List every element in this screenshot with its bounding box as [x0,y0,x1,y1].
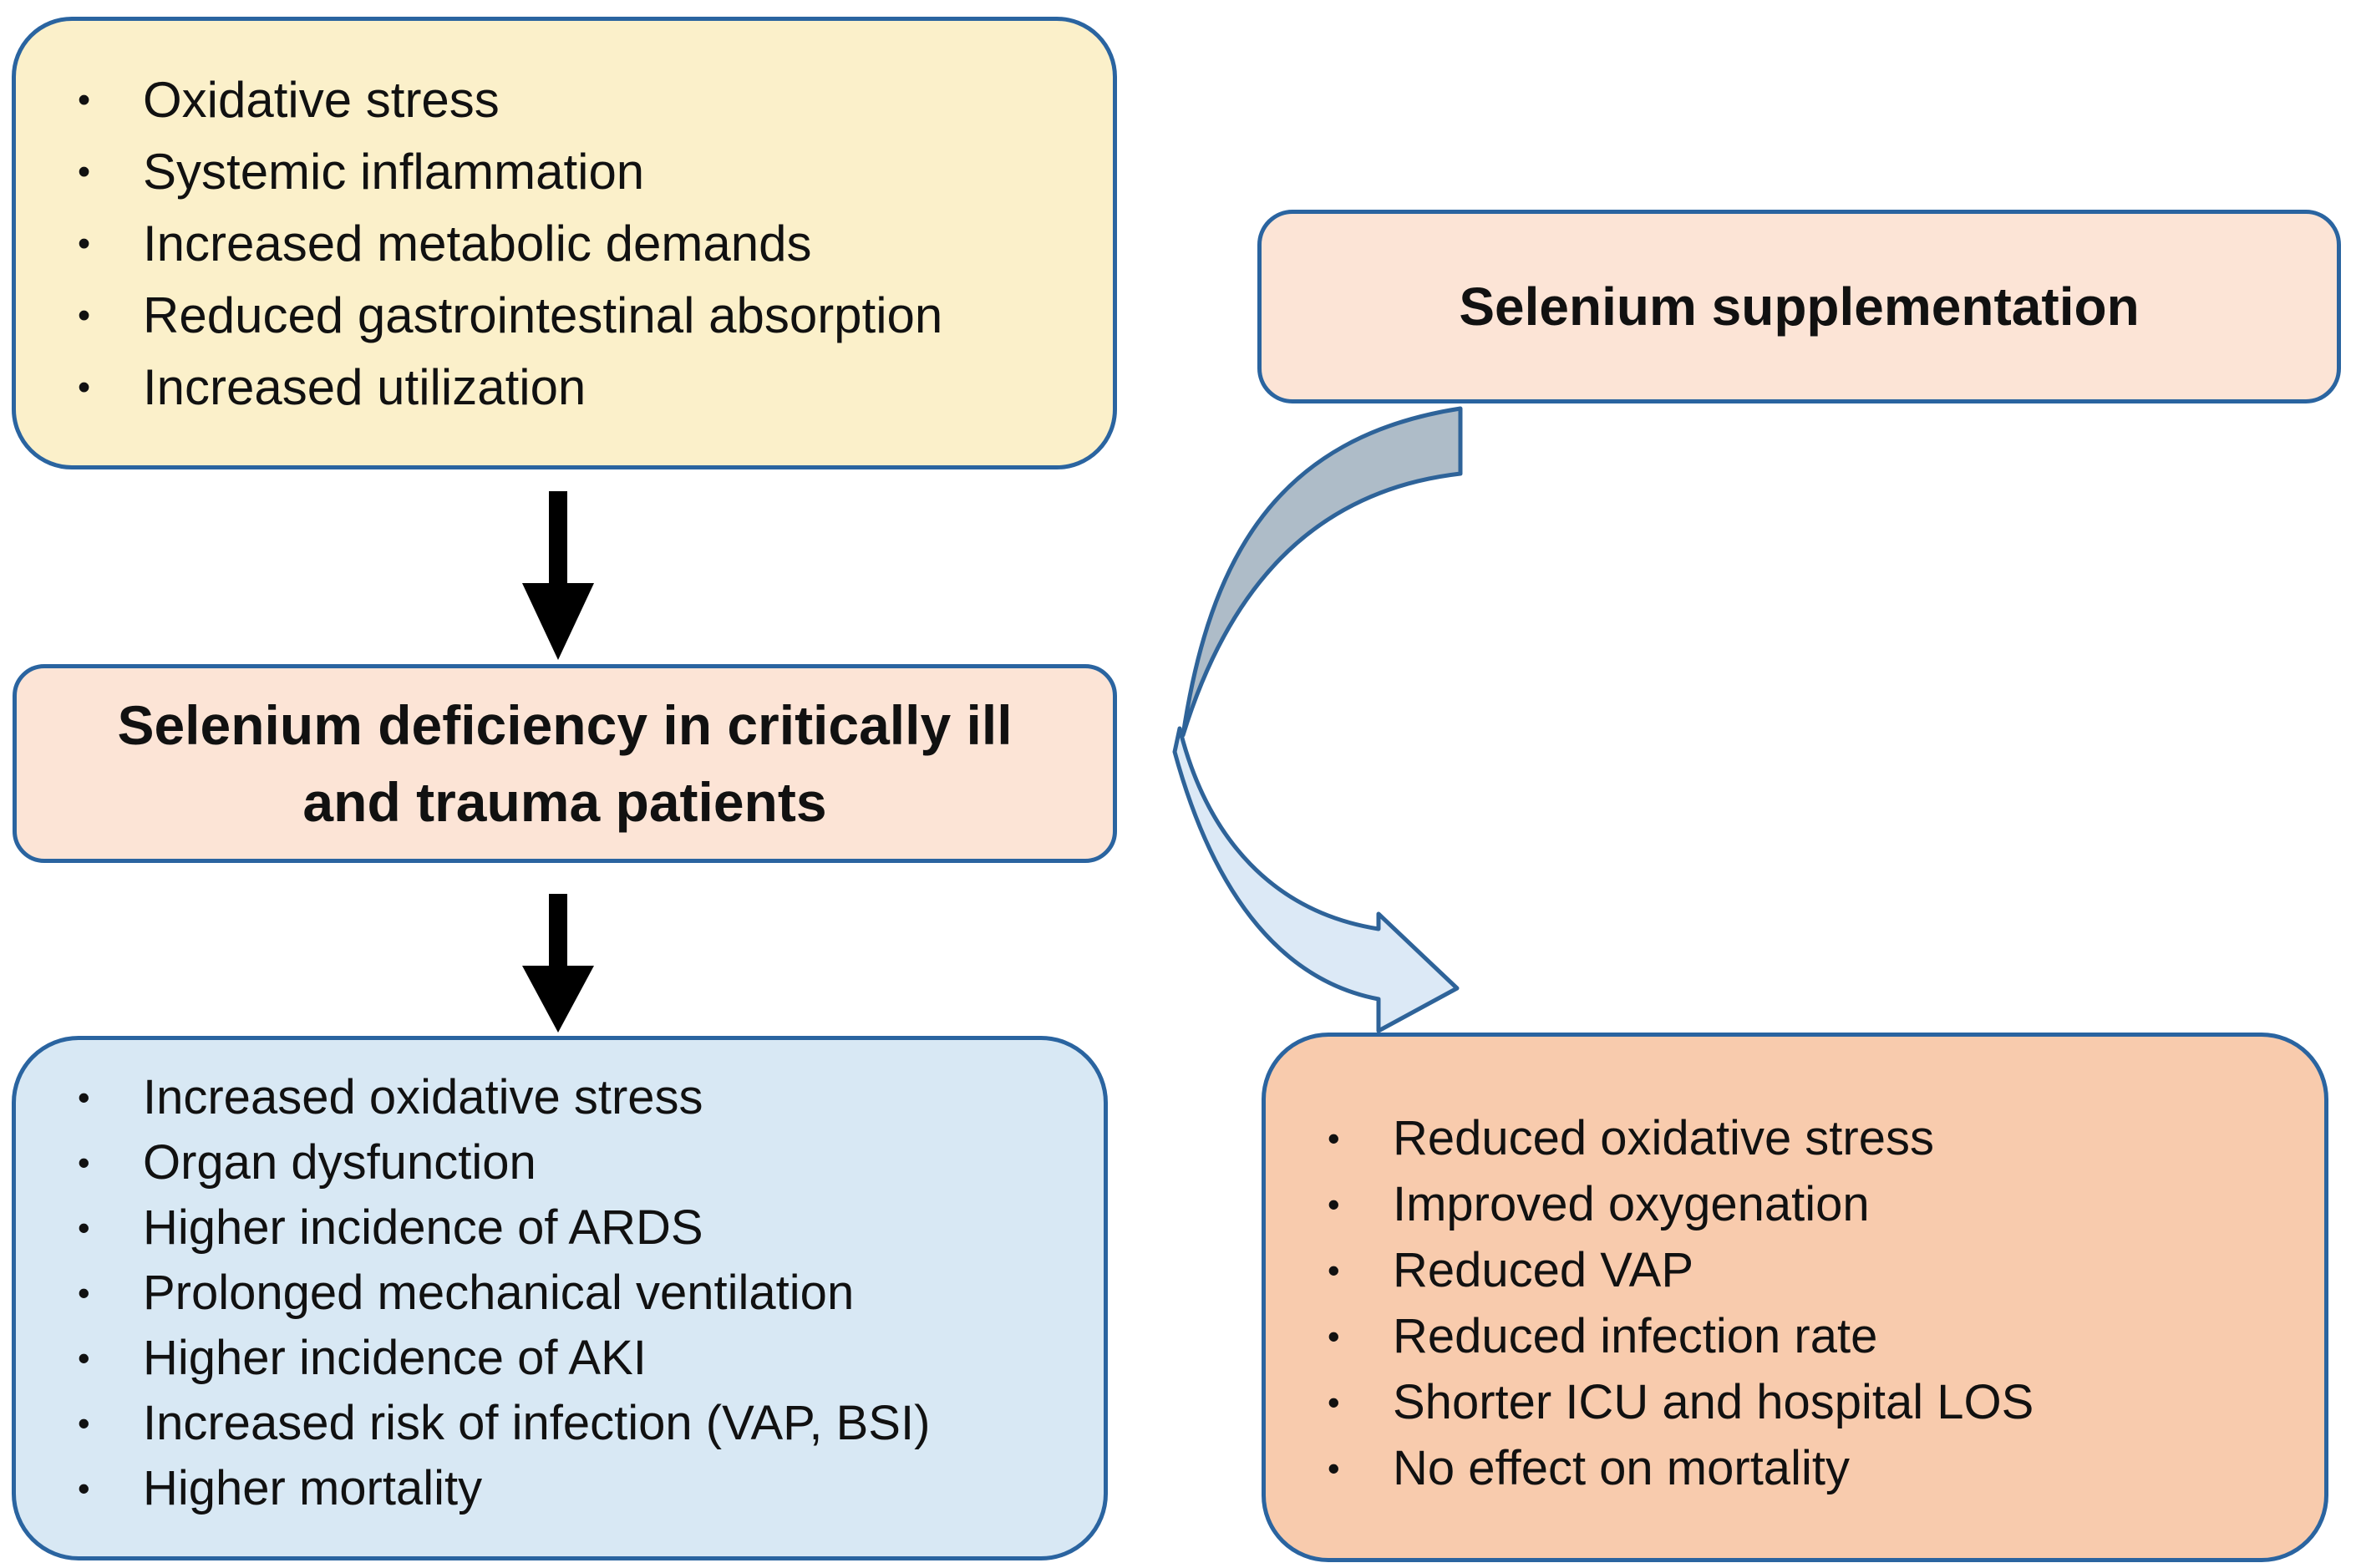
deficiency-box [13,664,1117,863]
bullet-item: • Increased risk of infection (VAP, BSI) [16,1391,1079,1456]
down-arrow-2-head [522,966,594,1033]
bullet-item: • Higher incidence of AKI [16,1326,1079,1391]
bullet-item: • Reduced VAP [1266,1237,2299,1303]
deficiency-title-line2: and trauma patients [302,771,827,833]
benefits-list [1266,1037,2324,1501]
bullet-item: • Higher mortality [16,1456,1079,1521]
benefits-box [1262,1033,2328,1562]
supplementation-title: Selenium supplementation [1459,277,2140,337]
bullet-item: • Shorter ICU and hospital LOS [1266,1369,2299,1435]
down-arrow-1-stem [549,491,567,585]
bullet-item: • Organ dysfunction [16,1130,1079,1195]
bullet-item: • Increased oxidative stress [16,1065,1079,1130]
bullet-item: • Systemic inflammation [16,136,1088,208]
curved-arrow-upper-band [1183,408,1460,735]
causes-box [12,17,1117,469]
supplementation-box [1257,210,2341,403]
bullet-item: • No effect on mortality [1266,1435,2299,1501]
bullet-item: • Increased metabolic demands [16,208,1088,280]
deficiency-title-line1: Selenium deficiency in critically ill [117,694,1013,756]
curved-arrow [1161,399,1554,1043]
bullet-item: • Prolonged mechanical ventilation [16,1261,1079,1326]
curved-arrow-lower-band [1175,728,1457,1031]
outcomes-list [16,1040,1104,1521]
down-arrow-1-head [522,583,594,660]
bullet-item: • Oxidative stress [16,64,1088,136]
down-arrow-2-stem [549,894,567,969]
bullet-item: • Reduced gastrointestinal absorption [16,280,1088,352]
bullet-item: • Higher incidence of ARDS [16,1195,1079,1261]
bullet-item: • Reduced oxidative stress [1266,1105,2299,1171]
causes-list [16,21,1113,424]
bullet-item: • Increased utilization [16,352,1088,424]
bullet-item: • Reduced infection rate [1266,1303,2299,1369]
outcomes-box [12,1036,1108,1560]
bullet-item: • Improved oxygenation [1266,1171,2299,1237]
